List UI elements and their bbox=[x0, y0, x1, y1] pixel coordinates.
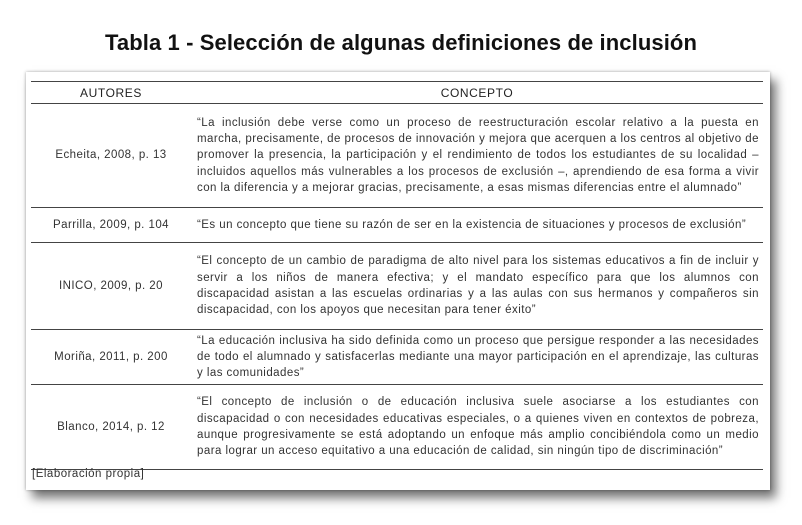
table-row bbox=[31, 243, 763, 330]
concept-cell: “El concepto de inclusión o de educación inclusiva suele asociarse a los estudiantes con discapacidad o con necesidades educativas especiales, o a quienes viven en contextos de pobreza, aunque progresivamente se está adoptando un enfoque más amplio concibiéndola como un medio para lograr un acceso equitativo a una educación de calidad, sin ningún tipo de discriminación” bbox=[191, 385, 763, 470]
header-authors: AUTORES bbox=[31, 82, 191, 104]
author-cell: Parrilla, 2009, p. 104 bbox=[31, 208, 191, 243]
table-card bbox=[26, 72, 770, 490]
table-header-row bbox=[31, 82, 763, 104]
author-cell: Echeita, 2008, p. 13 bbox=[31, 104, 191, 208]
definitions-table bbox=[31, 81, 763, 470]
author-cell: Blanco, 2014, p. 12 bbox=[31, 385, 191, 470]
concept-cell: “Es un concepto que tiene su razón de ser en la existencia de situaciones y procesos de exclusión” bbox=[191, 208, 763, 243]
table-row bbox=[31, 330, 763, 385]
concept-cell: “El concepto de un cambio de paradigma de alto nivel para los sistemas educativos a fin de incluir y servir a los niños de manera efectiva; y el mandato específico para que los alumnos con discapacidad asistan a las escuelas ordinarias y a las aulas con sus hermanos y compañeros sin discapacidad, con los apoyos que necesitan para tener éxito” bbox=[191, 243, 763, 330]
table-title: Tabla 1 - Selección de algunas definiciones de inclusión bbox=[104, 30, 697, 55]
source-note: [Elaboración propia] bbox=[32, 468, 145, 480]
table-row bbox=[31, 104, 763, 208]
author-cell: INICO, 2009, p. 20 bbox=[31, 243, 191, 330]
concept-cell: “La educación inclusiva ha sido definida como un proceso que persigue responder a las necesidades de todo el alumnado y satisfacerlas mediante una mayor participación en el aprendizaje, las culturas y las comunidades” bbox=[191, 330, 763, 385]
concept-cell: “La inclusión debe verse como un proceso de reestructuración escolar relativo a la puesta en marcha, precisamente, de procesos de innovación y mejora que acerquen a los centros al objetivo de promover la presencia, la participación y el rendimiento de todos los estudiantes de su localidad – incluidos aquellos más vulnerables a los procesos de exclusión –, aprendiendo de esa forma a vivir con la diferencia y a mejorar gracias, precisamente, a esas mismas diferencias entre el alumnado” bbox=[191, 104, 763, 208]
table-row bbox=[31, 385, 763, 470]
table-row bbox=[31, 208, 763, 243]
header-concept: CONCEPTO bbox=[191, 82, 763, 104]
author-cell: Moriña, 2011, p. 200 bbox=[31, 330, 191, 385]
